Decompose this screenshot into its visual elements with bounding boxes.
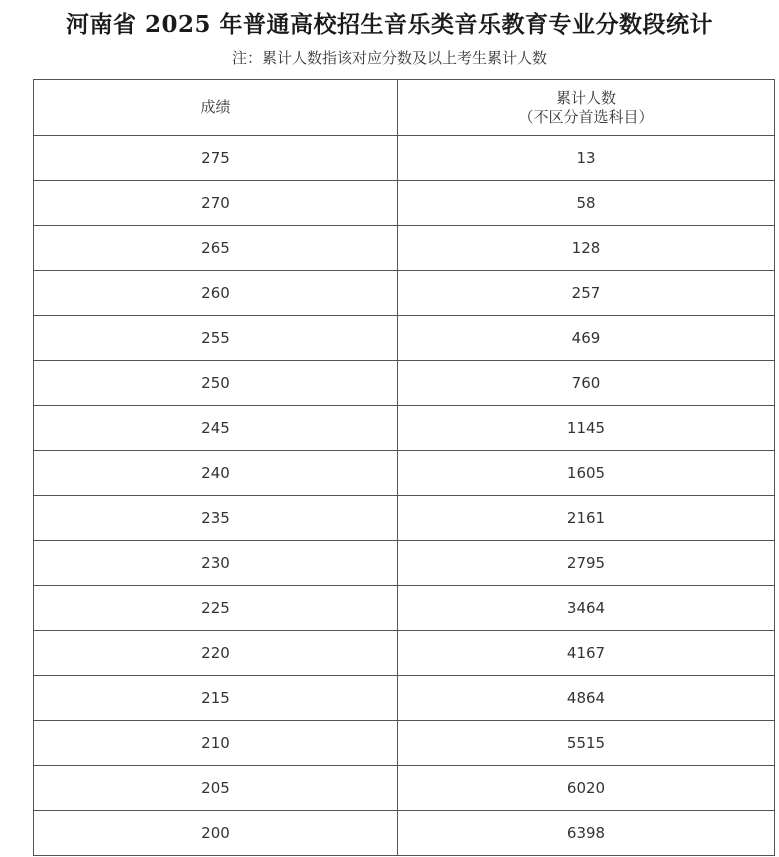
cumulative-count-cell: 3464 — [398, 586, 775, 631]
cumulative-count-cell: 2161 — [398, 496, 775, 541]
table-row — [34, 361, 775, 406]
header-cumulative-sublabel: （不区分首选科目） — [518, 107, 654, 126]
table-row — [34, 316, 775, 361]
header-cumulative — [398, 80, 775, 136]
score-cell: 215 — [34, 676, 398, 721]
cumulative-count-cell: 760 — [398, 361, 775, 406]
score-cell: 235 — [34, 496, 398, 541]
table-row — [34, 451, 775, 496]
score-cell: 255 — [34, 316, 398, 361]
header-score-label: 成绩 — [200, 98, 231, 116]
score-cell: 245 — [34, 406, 398, 451]
table-row — [34, 586, 775, 631]
cumulative-count-cell: 6398 — [398, 811, 775, 856]
score-cell: 230 — [34, 541, 398, 586]
table-row — [34, 676, 775, 721]
score-cell: 275 — [34, 136, 398, 181]
cumulative-count-cell: 6020 — [398, 766, 775, 811]
table-row — [34, 181, 775, 226]
table-row — [34, 406, 775, 451]
score-cell: 200 — [34, 811, 398, 856]
table-row — [34, 136, 775, 181]
score-cell: 260 — [34, 271, 398, 316]
table-row — [34, 271, 775, 316]
cumulative-count-cell: 2795 — [398, 541, 775, 586]
score-cell: 210 — [34, 721, 398, 766]
score-cell: 220 — [34, 631, 398, 676]
table-header-row — [34, 80, 775, 136]
cumulative-count-cell: 1145 — [398, 406, 775, 451]
page-title: 河南省 2025 年普通高校招生音乐类音乐教育专业分数段统计 — [65, 11, 714, 38]
header-cumulative-label: 累计人数 — [555, 88, 616, 107]
table-row — [34, 811, 775, 856]
table-row — [34, 496, 775, 541]
score-cell: 250 — [34, 361, 398, 406]
header-score — [34, 80, 398, 136]
score-cell: 265 — [34, 226, 398, 271]
score-cell: 225 — [34, 586, 398, 631]
table-row — [34, 541, 775, 586]
cumulative-count-cell: 4864 — [398, 676, 775, 721]
cumulative-count-cell: 58 — [398, 181, 775, 226]
cumulative-count-cell: 257 — [398, 271, 775, 316]
score-cell: 270 — [34, 181, 398, 226]
table-row — [34, 721, 775, 766]
cumulative-count-cell: 1605 — [398, 451, 775, 496]
table-row — [34, 766, 775, 811]
cumulative-count-cell: 469 — [398, 316, 775, 361]
table-row — [34, 226, 775, 271]
table-row — [34, 631, 775, 676]
score-distribution-table — [33, 79, 775, 856]
score-cell: 205 — [34, 766, 398, 811]
cumulative-count-cell: 13 — [398, 136, 775, 181]
table-note: 注：累计人数指该对应分数及以上考生累计人数 — [231, 49, 547, 67]
score-cell: 240 — [34, 451, 398, 496]
cumulative-count-cell: 4167 — [398, 631, 775, 676]
cumulative-count-cell: 128 — [398, 226, 775, 271]
cumulative-count-cell: 5515 — [398, 721, 775, 766]
